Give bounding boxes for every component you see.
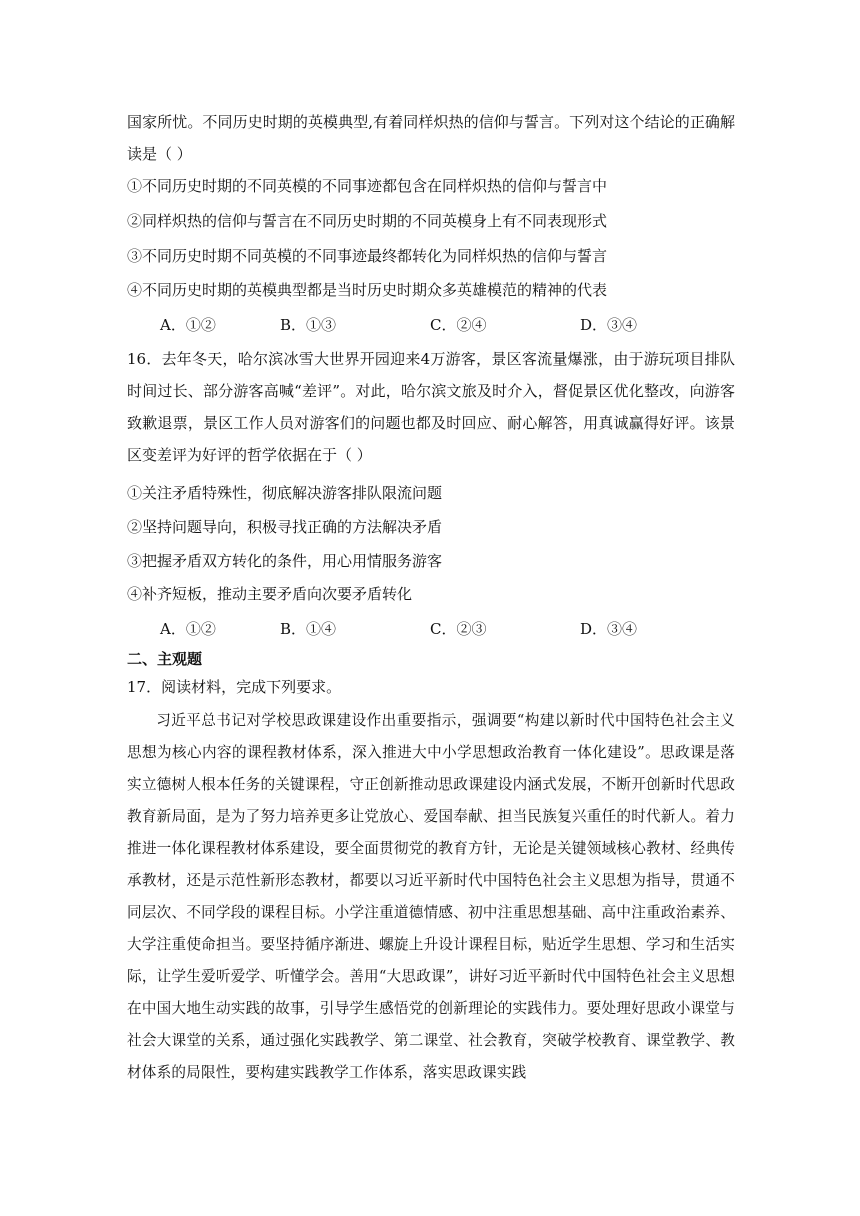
q15-stem: 国家所忧。不同历史时期的英模典型,有着同样炽热的信仰与誓言。下列对这个结论的正确解读是（ ） bbox=[127, 113, 735, 163]
q15-statement-1: ①不同历史时期的不同英模的不同事迹都包含在同样炽热的信仰与誓言中 bbox=[127, 177, 608, 195]
q16-stem: 16．去年冬天，哈尔滨冰雪大世界开园迎来4万游客，景区客流量爆涨，由于游玩项目排队时间过长、部分游客高喊“差评”。对此，哈尔滨文旅及时介入，督促景区优化整改，向游客致歉退票，景区工作人员对游客们的问题也都及时回应、耐心解答，用真诚赢得好评。该景区变差评为好评的哲学依据在于（ ） bbox=[127, 350, 735, 464]
q17-stem: 17．阅读材料，完成下列要求。 bbox=[127, 678, 342, 696]
q16-statement-3: ③把握矛盾双方转化的条件，用心用情服务游客 bbox=[127, 552, 443, 570]
q16-options bbox=[160, 613, 740, 645]
q16-option-d: D．③④ bbox=[580, 620, 638, 638]
q16-option-c: C．②③ bbox=[430, 620, 487, 638]
q15-statement-2: ②同样炽热的信仰与誓言在不同历史时期的不同英模身上有不同表现形式 bbox=[127, 212, 608, 230]
q16-statement-1: ①关注矛盾特殊性，彻底解决游客排队限流问题 bbox=[127, 484, 443, 502]
q15-options bbox=[160, 309, 740, 341]
q15-statement-4: ④不同历史时期的英模典型都是当时历史时期众多英雄模范的精神的代表 bbox=[127, 281, 608, 299]
q17-material: 习近平总书记对学校思政课建设作出重要指示，强调要“构建以新时代中国特色社会主义思想为核心内容的课程教材体系，深入推进大中小学思想政治教育一体化建设”。思政课是落实立德树人根本任务的关键课程，守正创新推动思政课建设内涵式发展，不断开创新时代思政教育新局面，是为了努力培养更多让党放心、爱国奉献、担当民族复兴重任的时代新人。着力推进一体化课程教材体系建设，要全面贯彻党的教育方针，无论是关键领域核心教材、经典传承教材，还是示范性新形态教材，都要以习近平新时代中国特色社会主义思想为指导，贯通不同层次、不同学段的课程目标。小学注重道德情感、初中注重思想基础、高中注重政治素养、大学注重使命担当。要坚持循序渐进、螺旋上升设计课程目标，贴近学生思想、学习和生活实际，让学生爱听爱学、听懂学会。善用“大思政课”，讲好习近平新时代中国特色社会主义思想在中国大地生动实践的故事，引导学生感悟党的创新理论的实践伟力。要处理好思政小课堂与社会大课堂的关系，通过强化实践教学、第二课堂、社会教育，突破学校教育、课堂教学、教材体系的局限性，要构建实践教学工作体系，落实思政课实践 bbox=[127, 712, 735, 1081]
q16-option-a: A．①② bbox=[160, 620, 216, 638]
q15-statement-3: ③不同历史时期不同英模的不同事迹最终都转化为同样炽热的信仰与誓言 bbox=[127, 247, 608, 265]
q15-option-c: C．②④ bbox=[430, 316, 487, 334]
q15-option-d: D．③④ bbox=[580, 316, 638, 334]
q16-statement-4: ④补齐短板，推动主要矛盾向次要矛盾转化 bbox=[127, 585, 413, 603]
q15-option-b: B．①③ bbox=[280, 316, 337, 334]
section-title: 二、主观题 bbox=[127, 650, 203, 668]
q16-option-b: B．①④ bbox=[280, 620, 337, 638]
q15-option-a: A．①② bbox=[160, 316, 216, 334]
q16-statement-2: ②坚持问题导向，积极寻找正确的方法解决矛盾 bbox=[127, 518, 443, 536]
